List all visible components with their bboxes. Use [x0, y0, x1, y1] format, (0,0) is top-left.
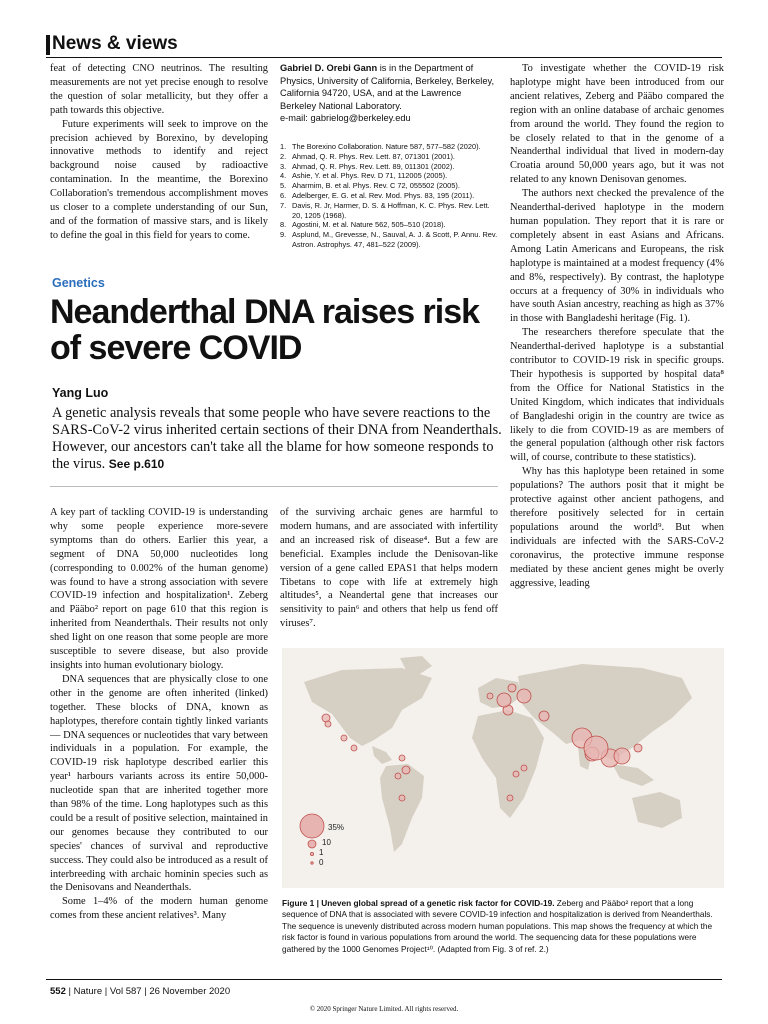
frequency-bubble — [399, 795, 405, 801]
article-column-3 — [510, 62, 724, 590]
reference-item: 3. Ahmad, Q. R. Phys. Rev. Lett. 89, 011301 (2002). — [280, 161, 455, 171]
page-number: 552 — [50, 986, 66, 997]
figure-caption — [282, 898, 724, 955]
frequency-bubble — [497, 693, 511, 707]
legend-circle — [311, 862, 313, 864]
paragraph: A key part of tackling COVID-19 is understanding why some people experience more-severe symptoms than do others. Earlier this year, a segment of DNA 50,000 nucleotides long (corresponding to 0.002% of the human genome) was found to have a strong association with severe COVID-19 infection and hospitalization¹. Zeberg and Pääbo² report on page 610 that this region is inherited from Neanderthals. Their results not only shed light on one reason that some people are more susceptible to severe disease, but also provide insights into human evolutionary biology. — [50, 507, 268, 671]
frequency-bubble — [614, 748, 630, 764]
standfirst-text: A genetic analysis reveals that some people who have severe reactions to the SARS-CoV-2 virus inherited certain sections of their DNA from Neanderthals. However, our ancestors can't take all the blame for how someone responds to the virus. — [52, 405, 502, 472]
volume: Vol 587 — [109, 986, 142, 997]
frequency-bubble — [634, 744, 642, 752]
reference-item: 4. Ashie, Y. et al. Phys. Rev. D 71, 112005 (2005). — [280, 171, 448, 181]
paragraph: DNA sequences that are physically close to one other in the genome are often inherited (linked) together. These blocks of DNA, known as haplotypes, therefore contain tightly linked variants — DNA sequences or nucleotides that vary between individuals in a population. For example, the COVID-19 risk haplotype described earlier this year¹ harbours variants across its entire 50,000-nucleotide span that are inherited together more than 98% of the time. Long haplotypes such as this could be a result of positive selection, maintained in our genomes because they contributed to our species' chances of survival and reproductive success. They could also be introduced as a result of interbreeding with archaic hominin species such as the Denisovans and Neanderthals. — [50, 673, 268, 894]
frequency-bubble — [395, 773, 401, 779]
author-affiliation — [280, 62, 498, 125]
caption-label: Figure 1 | Uneven global spread of a genetic risk factor for COVID-19. — [282, 898, 555, 908]
see-page-link[interactable]: See p.610 — [108, 457, 165, 471]
frequency-bubble — [351, 745, 357, 751]
frequency-bubble — [399, 755, 405, 761]
affiliation-name: Gabriel D. Orebi Gann — [280, 63, 378, 73]
footer-rule — [46, 979, 722, 980]
reference-item: 7. Davis, R. Jr, Harmer, D. S. & Hoffman, K. C. Phys. Rev. Lett. 20, 1205 (1968). — [280, 200, 490, 220]
frequency-bubble — [521, 765, 527, 771]
affiliation-text: is in the Department of Physics, University of California, Berkeley, Berkeley, California 94720, USA, and at the Lawrence Berkeley National Laboratory. — [280, 63, 495, 111]
standfirst-divider — [50, 486, 498, 487]
legend-label-1: 1 — [319, 848, 324, 857]
frequency-bubble — [402, 766, 410, 774]
paragraph: feat of detecting CNO neutrinos. The resulting measurements are not yet precise enough to resolve the question of solar metallicity, but they offer a path towards this objective. — [50, 63, 268, 116]
frequency-bubble — [508, 684, 516, 692]
paragraph: of the surviving archaic genes are harmful to modern humans, and are associated with infertility and an increased risk of disease⁴. But a few are beneficial. Examples include the Denisovan-like version of a gene called EPAS1 that helps modern Tibetans to cope with life at extremely high altitudes⁵, a Neandertal gene that increases our sensitivity to pain⁶ and others that help us fend off viruses⁷. — [280, 507, 498, 630]
header-accent-bar — [46, 35, 50, 55]
article-headline: Neanderthal DNA raises risk of severe COVID — [50, 293, 480, 367]
section-tag[interactable]: Genetics — [52, 276, 105, 290]
frequency-bubble — [341, 735, 347, 741]
article-author: Yang Luo — [52, 386, 109, 400]
header-rule — [46, 57, 722, 58]
reference-item: 1. The Borexino Collaboration. Nature 587, 577–582 (2020). — [280, 142, 481, 151]
article-standfirst — [52, 405, 502, 473]
frequency-bubble — [325, 721, 331, 727]
reference-item: 5. Aharmim, B. et al. Phys. Rev. C 72, 055502 (2005). — [280, 181, 460, 191]
legend-label-10: 10 — [322, 838, 331, 847]
legend-label-0: 0 — [319, 858, 324, 867]
figure-map — [282, 648, 724, 888]
paragraph: Future experiments will seek to improve on the precision achieved by Borexino, by developing innovative methods to identify and reject background noise caused by radioactive contamination. In the meantime, the Borexino Collaboration's tremendous accomplishment moves us closer to a complete understanding of our Sun, and of the formation of massive stars, and is likely to define the goal in this field for years to come. — [50, 118, 268, 241]
legend-label-35: 35% — [328, 823, 345, 832]
frequency-bubble — [517, 689, 531, 703]
affiliation-email[interactable]: e-mail: gabrielog@berkeley.edu — [280, 113, 411, 124]
caption-text: Zeberg and Pääbo² report that a long sequence of DNA that is associated with severe COVID-19 infection and hospitalization is derived from Neanderthals. The sequence is unevenly distributed across modern human populations. This map shows the frequency at which the risk factor is found in various populations from around the world. The sequencing data for these populations were gathered by the 1000 Genomes Project¹⁰. (Adapted from Fig. 3 of ref. 2.) — [282, 898, 713, 954]
copyright-notice: © 2020 Springer Nature Limited. All rights reserved. — [309, 1005, 459, 1013]
reference-list — [280, 142, 498, 250]
legend-circle — [310, 852, 313, 855]
frequency-bubble — [507, 795, 513, 801]
frequency-bubble — [584, 736, 608, 760]
issue-date: 26 November 2020 — [149, 986, 231, 997]
section-header: News & views — [52, 33, 178, 54]
paragraph: To investigate whether the COVID-19 risk haplotype might have been introduced from our ancient relatives, Zeberg and Pääbo compared the region with an online database of archaic genomes from around the world. They found the region to be closely related to that in the genome of a Neanderthal individual that lived in modern-day Croatia around 50,000 years ago, but it was not related to any known Denisovan genomes. — [510, 63, 724, 186]
reference-item: 6. Adelberger, E. G. et al. Rev. Mod. Phys. 83, 195 (2011). — [280, 190, 475, 200]
frequency-bubble — [513, 771, 519, 777]
reference-item: 9. Asplund, M., Grevesse, N., Sauval, A. J. & Scott, P. Annu. Rev. Astron. Astrophys. 47, 481–522 (2009). — [280, 230, 498, 249]
frequency-bubble — [487, 693, 493, 699]
article-column-2 — [280, 506, 498, 631]
reference-item: 8. Agostini, M. et al. Nature 562, 505–510 (2018). — [280, 220, 446, 230]
page-footer: 552 | Nature | Vol 587 | 26 November 2020 — [50, 986, 231, 997]
paragraph: The authors next checked the prevalence of the Neanderthal-derived haplotype in the modern human population. They report that it is rare or completely absent in east Asians and Africans. Among Latin Americans and Europeans, the risk haplotype is maintained at a modest frequency (4% and 8%, respectively). By contrast, the haplotype occurs at a frequency of 30% in individuals who have south Asian ancestry, reaching as high as 37% in those with Bangladeshi heritage (Fig. 1). — [510, 188, 724, 325]
continents — [304, 656, 692, 852]
article-column-1 — [50, 506, 268, 923]
legend-circle — [300, 814, 324, 838]
frequency-bubble — [539, 711, 549, 721]
paragraph: Some 1–4% of the modern human genome comes from these ancient relatives³. Many — [50, 896, 268, 922]
journal-name: Nature — [73, 986, 103, 997]
world-map — [282, 648, 724, 888]
reference-item: 2. Ahmad, Q. R. Phys. Rev. Lett. 87, 071301 (2001). — [280, 151, 455, 161]
paragraph: The researchers therefore speculate that the Neanderthal-derived haplotype is a substantial contributor to COVID-19 risk in specific groups. Their hypothesis is supported by hospital data⁸ from the Office for National Statistics in the United Kingdom, which indicates that individuals of Bangladeshi origin in the country are twice as likely to die from COVID-19 as are members of the general population (although other risk factors will, of course, contribute to these statistics). — [510, 327, 724, 464]
legend-circle — [308, 840, 316, 848]
previous-article-text — [50, 62, 268, 243]
paragraph: Why has this haplotype been retained in some populations? The authors posit that it might be protective against other ancient pathogens, and therefore positively selected for in certain populations around the world⁹. But when individuals are infected with the SARS-CoV-2 coronavirus, the protective immune response mediated by these ancient genes might be overly aggressive, leading — [510, 466, 724, 589]
